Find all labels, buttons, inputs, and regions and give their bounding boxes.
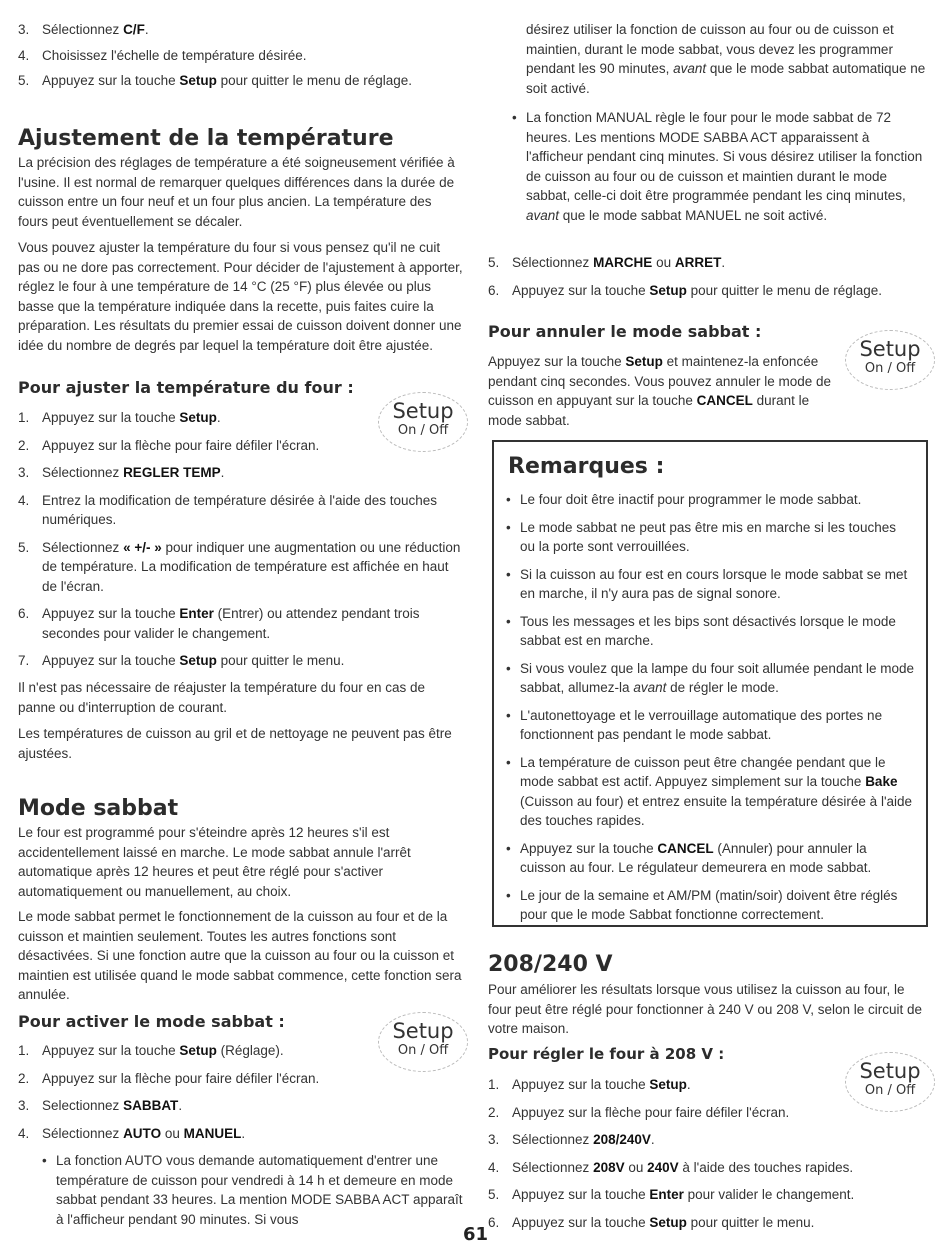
section-title-voltage: 208/240 V <box>488 952 613 977</box>
list-item: 4. Entrez la modification de température désirée à l'aide des touches numériques. <box>18 492 438 527</box>
list-item: 2. Appuyez sur la flèche pour faire défiler l'écran. <box>18 1070 320 1086</box>
list-item: 4. Sélectionnez AUTO ou MANUEL. <box>18 1125 246 1141</box>
remarks-box <box>492 440 928 927</box>
paragraph: désirez utiliser la fonction de cuisson au four ou de cuisson et maintien, durant le mode sabbat, vous devez les programmer pendant les 90 minutes, avant que le mode sabbat automatique ne soit activé. <box>526 22 926 96</box>
list-item: • Le jour de la semaine et AM/PM (matin/soir) doivent être réglés pour que le mode Sabbat fonctionne correctement. <box>506 887 898 922</box>
remarks-title: Remarques : <box>508 454 665 479</box>
list-item: 5. Appuyez sur la touche Enter pour valider le changement. <box>488 1187 855 1202</box>
paragraph: Il n'est pas nécessaire de réajuster la température du four en cas de panne ou d'interruption de courant. <box>18 680 426 715</box>
setup-on-off-button-graphic: Setup On / Off <box>378 392 468 452</box>
list-item: • Si vous voulez que la lampe du four soit allumée pendant le mode sabbat, allumez-la avant de régler le mode. <box>506 660 914 695</box>
paragraph: Le four est programmé pour s'éteindre après 12 heures s'il est accidentellement laissé en marche. Le mode sabbat annule l'arrêt automatique après 12 heures et peut être réglé pour s'activer automatiquement ou manuellement, au choix. <box>18 825 411 899</box>
list-item: 6. Appuyez sur la touche Enter (Entrer) ou attendez pendant trois secondes pour valider le changement. <box>18 606 420 641</box>
list-item: • La température de cuisson peut être changée pendant que le mode sabbat est actif. Appuyez simplement sur la touche Bake (Cuisson au four) et entrez ensuite la température désirée à l'aide des touches rapides. <box>506 754 913 828</box>
list-item: • Tous les messages et les bips sont désactivés lorsque le mode sabbat est en marche. <box>506 613 896 648</box>
paragraph: La précision des réglages de température a été soigneusement vérifiée à l'usine. Il est normal de remarquer quelques différences dans la durée de cuisson entre un four neuf et un four plus ancien. La température des fours peut éventuellement se décaler. <box>18 155 455 229</box>
list-item: • Le mode sabbat ne peut pas être mis en marche si les touches ou la porte sont verrouillées. <box>506 519 896 554</box>
activate-steps <box>18 1041 463 1229</box>
list-item: 6. Appuyez sur la touche Setup pour quitter le menu de réglage. <box>488 282 882 298</box>
list-item: • La fonction AUTO vous demande automatiquement d'entrer une température de cuisson pour vendredi à 14 h et demeure en mode sabbat pendant 33 heures. La mention MODE SABBA ACT apparaît à l'afficheur pendant 90 minutes. Si vous <box>42 1153 463 1227</box>
list-item: 5. Sélectionnez MARCHE ou ARRET. <box>488 255 726 270</box>
paragraph: Les températures de cuisson au gril et de nettoyage ne peuvent pas être ajustées. <box>18 726 452 761</box>
list-item: 4. Sélectionnez 208V ou 240V à l'aide des touches rapides. <box>488 1159 854 1175</box>
list-item: • La fonction MANUAL règle le four pour le mode sabbat de 72 heures. Les mentions MODE SABBA ACT apparaissent à l'afficheur pendant cinq minutes. Si vous désirez utiliser la fonction de cuisson au four ou de cuisson et maintien durant le mode sabbat, celle-ci doit être programmée pendant les cinq minutes, avant que le mode sabbat MANUEL ne soit activé. <box>512 110 923 223</box>
section-title-temperature: Ajustement de la température <box>18 126 394 151</box>
list-item: • L'autonettoyage et le verrouillage automatique des portes ne fonctionnent pas pendant le mode sabbat. <box>506 707 883 742</box>
list-item: 7. Appuyez sur la touche Setup pour quitter le menu. <box>18 653 345 668</box>
subsection-title-208v: Pour régler le four à 208 V : <box>488 1045 725 1063</box>
list-item: • Si la cuisson au four est en cours lorsque le mode sabbat se met en marche, il n'y aura pas de signal sonore. <box>506 566 908 601</box>
list-item: • Le four doit être inactif pour programmer le mode sabbat. <box>506 492 862 507</box>
paragraph: Le mode sabbat permet le fonctionnement de la cuisson au four et de la cuisson et maintien seulement. Toutes les autres fonctions sont désactivées. Si une fonction autre que la cuisson au four ou la cuisson et maintien est utilisée quand le mode sabbat commence, cette fonction sera annulée. <box>18 909 462 1002</box>
list-item: 6. Appuyez sur la touche Setup pour quitter le menu. <box>488 1214 815 1230</box>
list-item: 3. Sélectionnez C/F. <box>18 22 149 37</box>
list-item: 5. Sélectionnez « +/- » pour indiquer une augmentation ou une réduction de température. La modification de température est affichée en haut de l'écran. <box>18 539 461 594</box>
paragraph: Pour améliorer les résultats lorsque vous utilisez la cuisson au four, le four peut être réglé pour fonctionner à 240 V ou 208 V, selon le circuit de votre maison. <box>488 982 923 1036</box>
list-item: 1. Appuyez sur la touche Setup (Réglage). <box>18 1043 284 1058</box>
setup-on-off-button-graphic: Setup On / Off <box>378 1012 468 1072</box>
list-item: 4. Choisissez l'échelle de température désirée. <box>18 47 307 63</box>
list-item: 3. Sélectionnez 208/240V. <box>488 1132 655 1147</box>
subsection-title-activate: Pour activer le mode sabbat : <box>18 1012 285 1031</box>
subsection-title-adjust: Pour ajuster la température du four : <box>18 378 354 397</box>
list-item: • Appuyez sur la touche CANCEL (Annuler) pour annuler la cuisson au four. Le régulateur demeurera en mode sabbat. <box>506 840 872 875</box>
adjust-steps <box>18 408 463 671</box>
page-number: 61 <box>463 1224 489 1245</box>
paragraph: Appuyez sur la touche Setup et maintenez-la enfoncée pendant cinq secondes. Vous pouvez annuler le mode de cuisson en appuyant sur la touche CANCEL durant le mode sabbat. <box>488 354 831 428</box>
list-item: 2. Appuyez sur la flèche pour faire défiler l'écran. <box>488 1104 790 1120</box>
list-item: 1. Appuyez sur la touche Setup. <box>488 1077 691 1092</box>
subsection-title-cancel: Pour annuler le mode sabbat : <box>488 322 762 341</box>
intro-steps <box>18 20 463 91</box>
section-title-sabbat: Mode sabbat <box>18 796 179 821</box>
list-item: 2. Appuyez sur la flèche pour faire défiler l'écran. <box>18 437 320 453</box>
sabbat-steps-cont <box>488 253 928 300</box>
list-item: 3. Sélectionnez REGLER TEMP. <box>18 465 225 480</box>
paragraph: Vous pouvez ajuster la température du four si vous pensez qu'il ne cuit pas ou ne dore pas correctement. Pour décider de l'ajustement à apporter, réglez le four à une température de 14 °C (25 °F) plus élevée ou plus basse que la température indiquée dans la recette, puis faites cuire la préparation. Les résultats du premier essai de cuisson doivent donner une idée du nombre de degrés par lequel la température doit être ajustée. <box>18 240 463 353</box>
setup-on-off-button-graphic: Setup On / Off <box>845 1052 935 1112</box>
list-item: 3. Selectionnez SABBAT. <box>18 1098 183 1113</box>
setup-on-off-button-graphic: Setup On / Off <box>845 330 935 390</box>
list-item: 5. Appuyez sur la touche Setup pour quitter le menu de réglage. <box>18 73 412 88</box>
list-item: 1. Appuyez sur la touche Setup. <box>18 410 221 425</box>
